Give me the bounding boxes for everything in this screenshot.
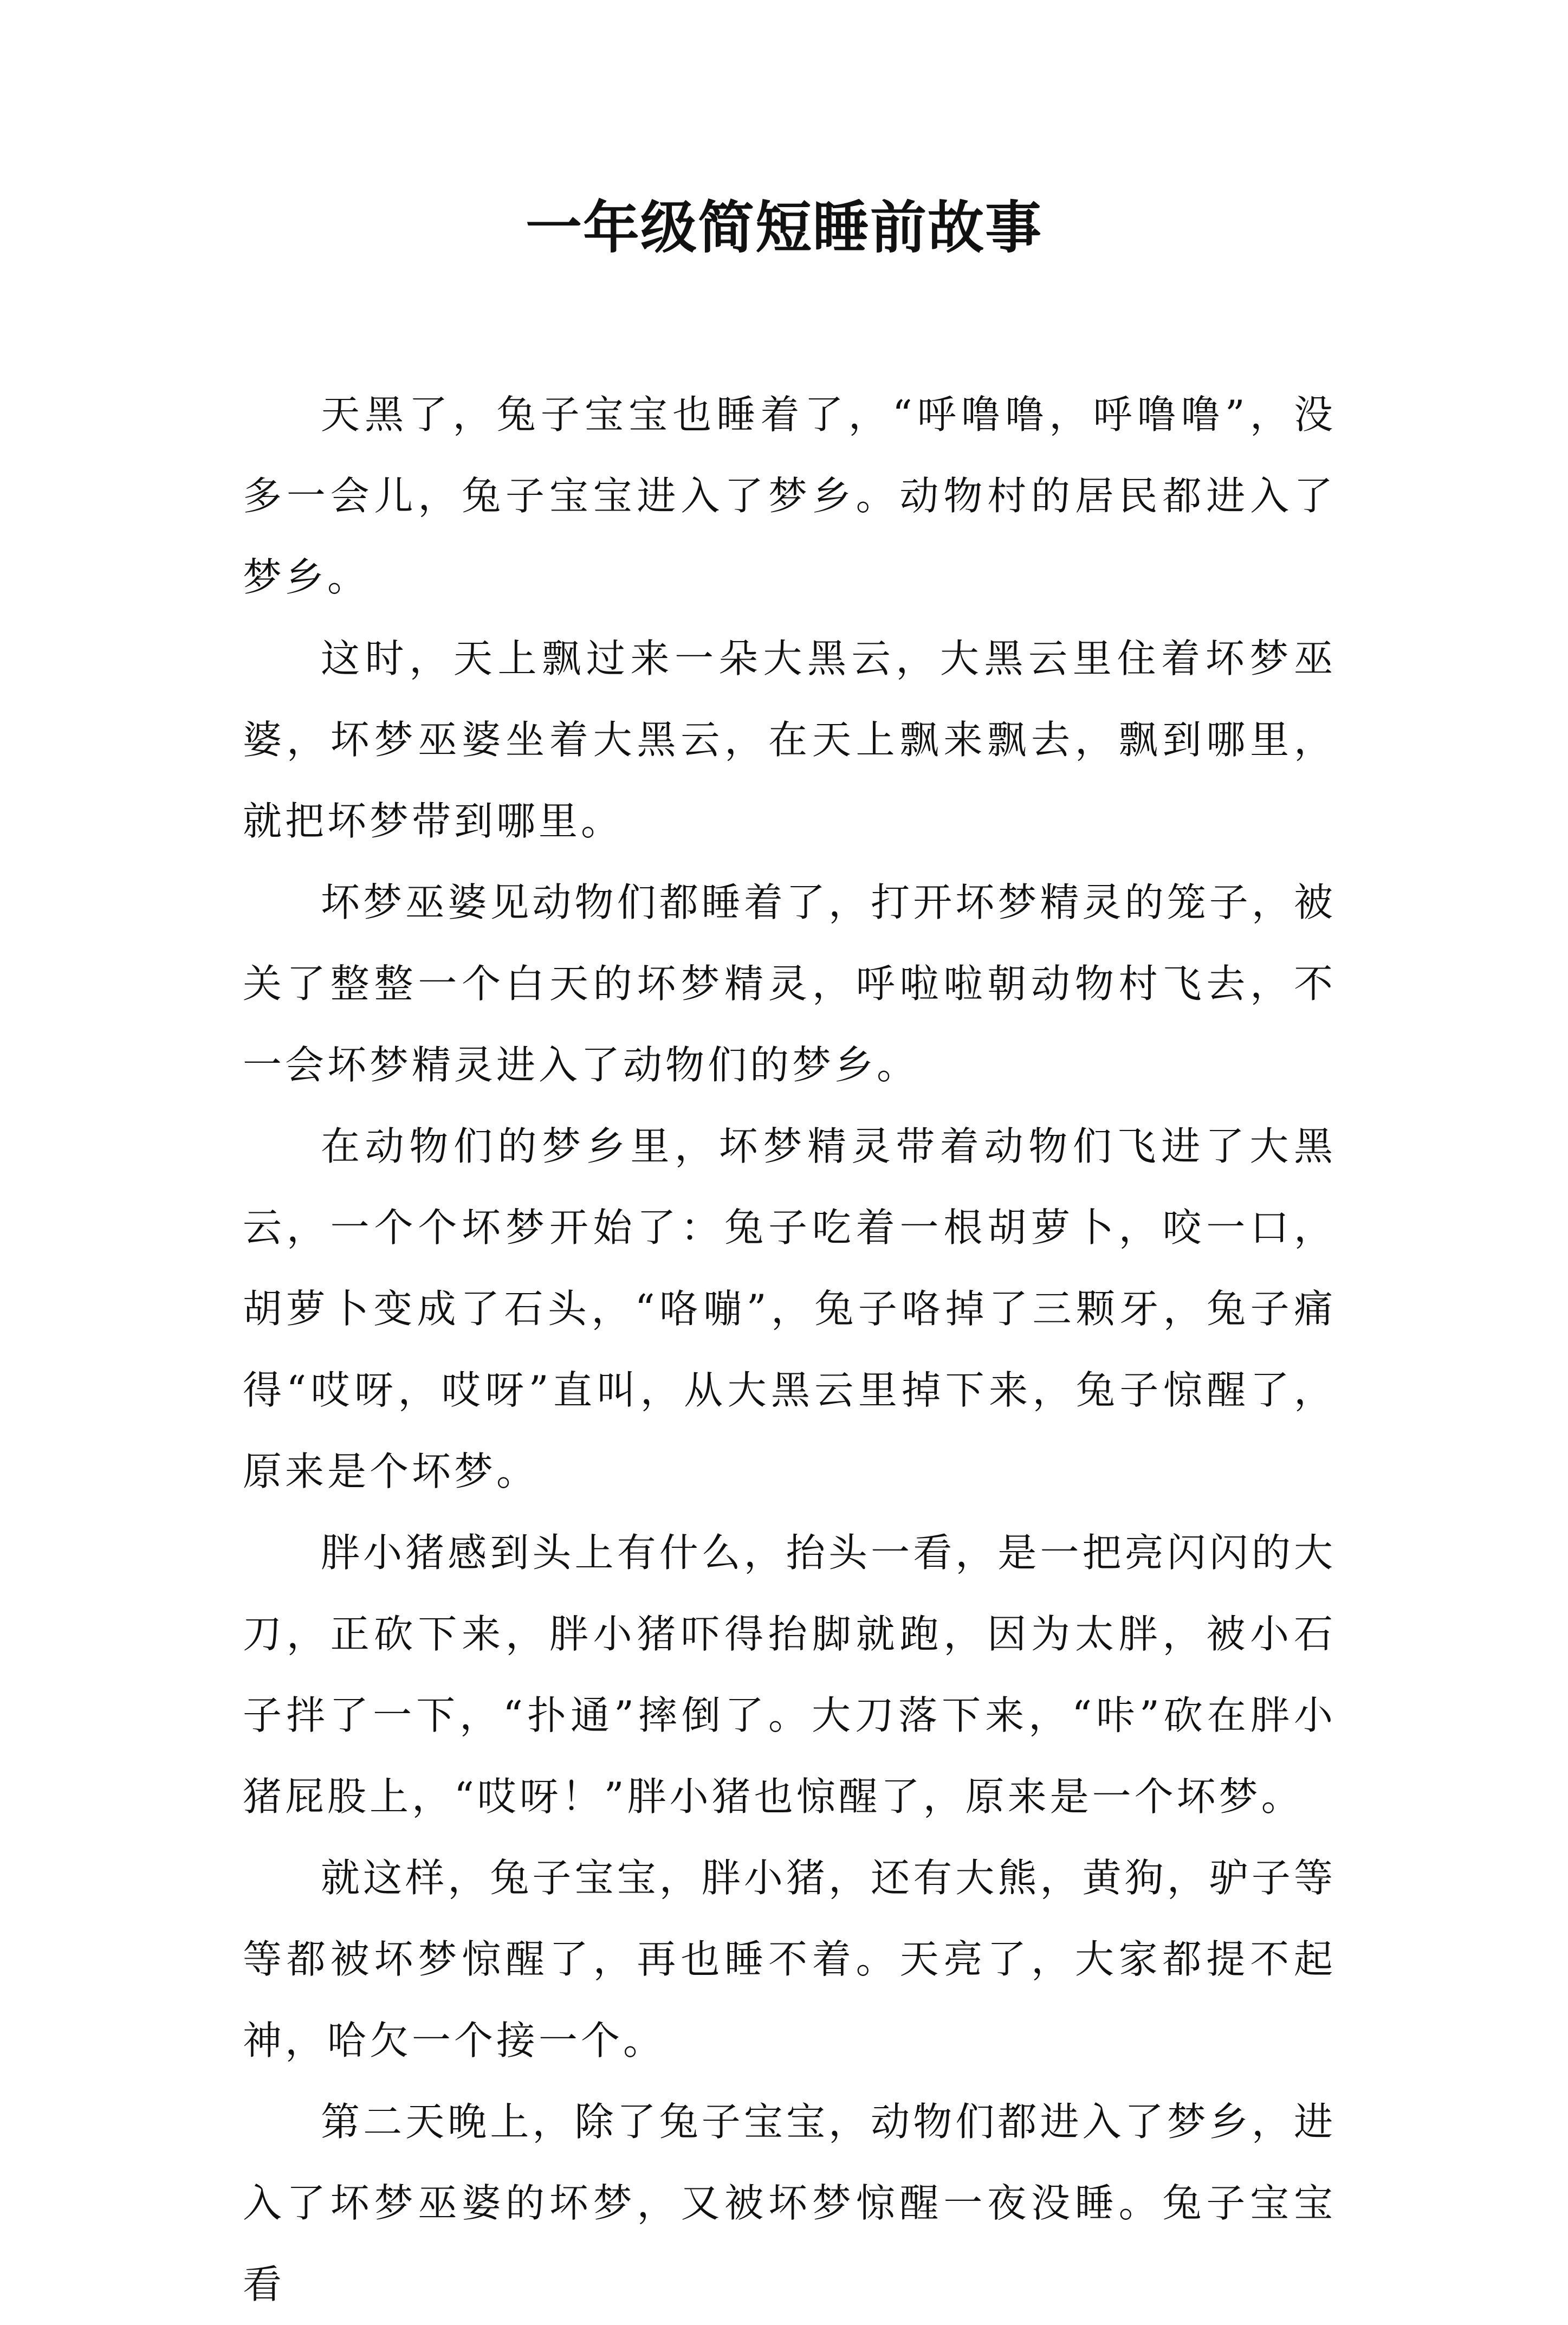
document-title: 一年级简短睡前故事 (525, 194, 1042, 261)
paragraph: 胖小猪感到头上有什么，抬头一看，是一把亮闪闪的大刀，正砍下来，胖小猪吓得抬脚就跑，因为太胖，被小石子拌了一下，“扑通”摔倒了。大刀落下来，“咔”砍在胖小猪屁股上，“哎呀！”胖小猪也惊醒了，原来是一个坏梦。 (243, 1530, 1336, 1819)
paragraph: 天黑了，兔子宝宝也睡着了，“呼噜噜，呼噜噜”，没多一会儿，兔子宝宝进入了梦乡。动物村的居民都进入了梦乡。 (243, 392, 1336, 600)
document-body (243, 374, 1336, 2325)
paragraph: 第二天晚上，除了兔子宝宝，动物们都进入了梦乡，进入了坏梦巫婆的坏梦，又被坏梦惊醒一夜没睡。兔子宝宝看 (243, 2099, 1336, 2307)
paragraph: 坏梦巫婆见动物们都睡着了，打开坏梦精灵的笼子，被关了整整一个白天的坏梦精灵，呼啦啦朝动物村飞去，不一会坏梦精灵进入了动物们的梦乡。 (243, 880, 1336, 1088)
paragraph: 在动物们的梦乡里，坏梦精灵带着动物们飞进了大黑云，一个个坏梦开始了：兔子吃着一根胡萝卜，咬一口，胡萝卜变成了石头，“咯嘣”，兔子咯掉了三颗牙，兔子痛得“哎呀，哎呀”直叫，从大黑云里掉下来，兔子惊醒了，原来是个坏梦。 (243, 1123, 1336, 1494)
paragraph: 就这样，兔子宝宝，胖小猪，还有大熊，黄狗，驴子等等都被坏梦惊醒了，再也睡不着。天亮了，大家都提不起神，哈欠一个接一个。 (243, 1855, 1336, 2063)
paragraph: 这时，天上飘过来一朵大黑云，大黑云里住着坏梦巫婆，坏梦巫婆坐着大黑云，在天上飘来飘去，飘到哪里，就把坏梦带到哪里。 (243, 636, 1336, 844)
